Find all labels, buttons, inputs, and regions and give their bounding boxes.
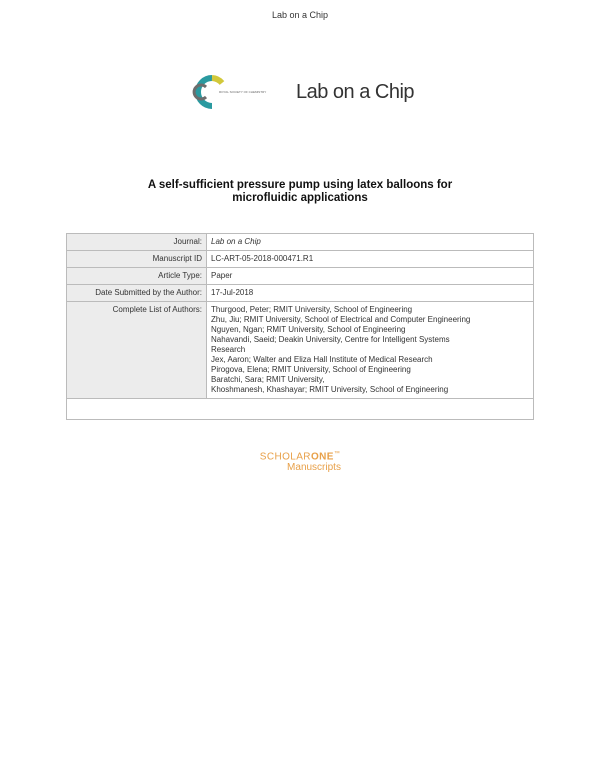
logo-row [196, 74, 426, 110]
blank-cell [67, 399, 534, 420]
authors-row [67, 302, 534, 399]
author-entry: Khoshmanesh, Khashayar; RMIT University, School of Engineering [211, 385, 449, 394]
running-header: Lab on a Chip [271, 10, 329, 20]
article-type-value: Paper [207, 268, 534, 285]
rsc-logo-text: ROYAL SOCIETY OF CHEMISTRY [219, 90, 267, 94]
submission-details-table [66, 233, 534, 420]
author-entry: Baratchi, Sara; RMIT University, [211, 375, 325, 384]
journal-row [67, 234, 534, 251]
manuscript-id-row [67, 251, 534, 268]
date-submitted-row [67, 285, 534, 302]
date-submitted-value: 17-Jul-2018 [207, 285, 534, 302]
scholarone-logo [0, 451, 600, 473]
trademark-symbol: ™ [333, 451, 341, 457]
paper-title-line: microfluidic applications [232, 192, 368, 204]
article-type-label: Article Type: [67, 268, 207, 285]
journal-label: Journal: [67, 234, 207, 251]
author-entry: Nahavandi, Saeid; Deakin University, Centre for Intelligent Systems [211, 335, 450, 344]
manuscript-id-label: Manuscript ID [67, 251, 207, 268]
scholarone-manuscripts-text: Manuscripts [287, 462, 341, 474]
article-type-row [67, 268, 534, 285]
author-entry: Research [211, 345, 246, 354]
blank-row [67, 399, 534, 420]
scholarone-one-text: ONE [310, 451, 334, 463]
manuscript-id-value: LC-ART-05-2018-000471.R1 [207, 251, 534, 268]
date-submitted-label: Date Submitted by the Author: [67, 285, 207, 302]
scholarone-wordmark [0, 451, 600, 462]
author-entry: Thurgood, Peter; RMIT University, School of Engineering [211, 305, 413, 314]
journal-value: Lab on a Chip [207, 234, 534, 251]
rsc-logo [196, 74, 267, 110]
paper-title [80, 179, 520, 205]
author-entry: Nguyen, Ngan; RMIT University, School of Engineering [211, 325, 406, 334]
scholarone-scholar-text: SCHOLAR [259, 451, 311, 463]
author-entry: Pirogova, Elena; RMIT University, School of Engineering [211, 365, 411, 374]
author-entry: Jex, Aaron; Walter and Eliza Hall Institute of Medical Research [211, 355, 433, 364]
authors-list [207, 302, 534, 399]
paper-title-line: A self-sufficient pressure pump using latex balloons for [147, 179, 453, 191]
author-entry: Zhu, Jiu; RMIT University, School of Electrical and Computer Engineering [211, 315, 471, 324]
authors-label: Complete List of Authors: [67, 302, 207, 399]
journal-logo: Lab on a Chip [296, 81, 415, 103]
